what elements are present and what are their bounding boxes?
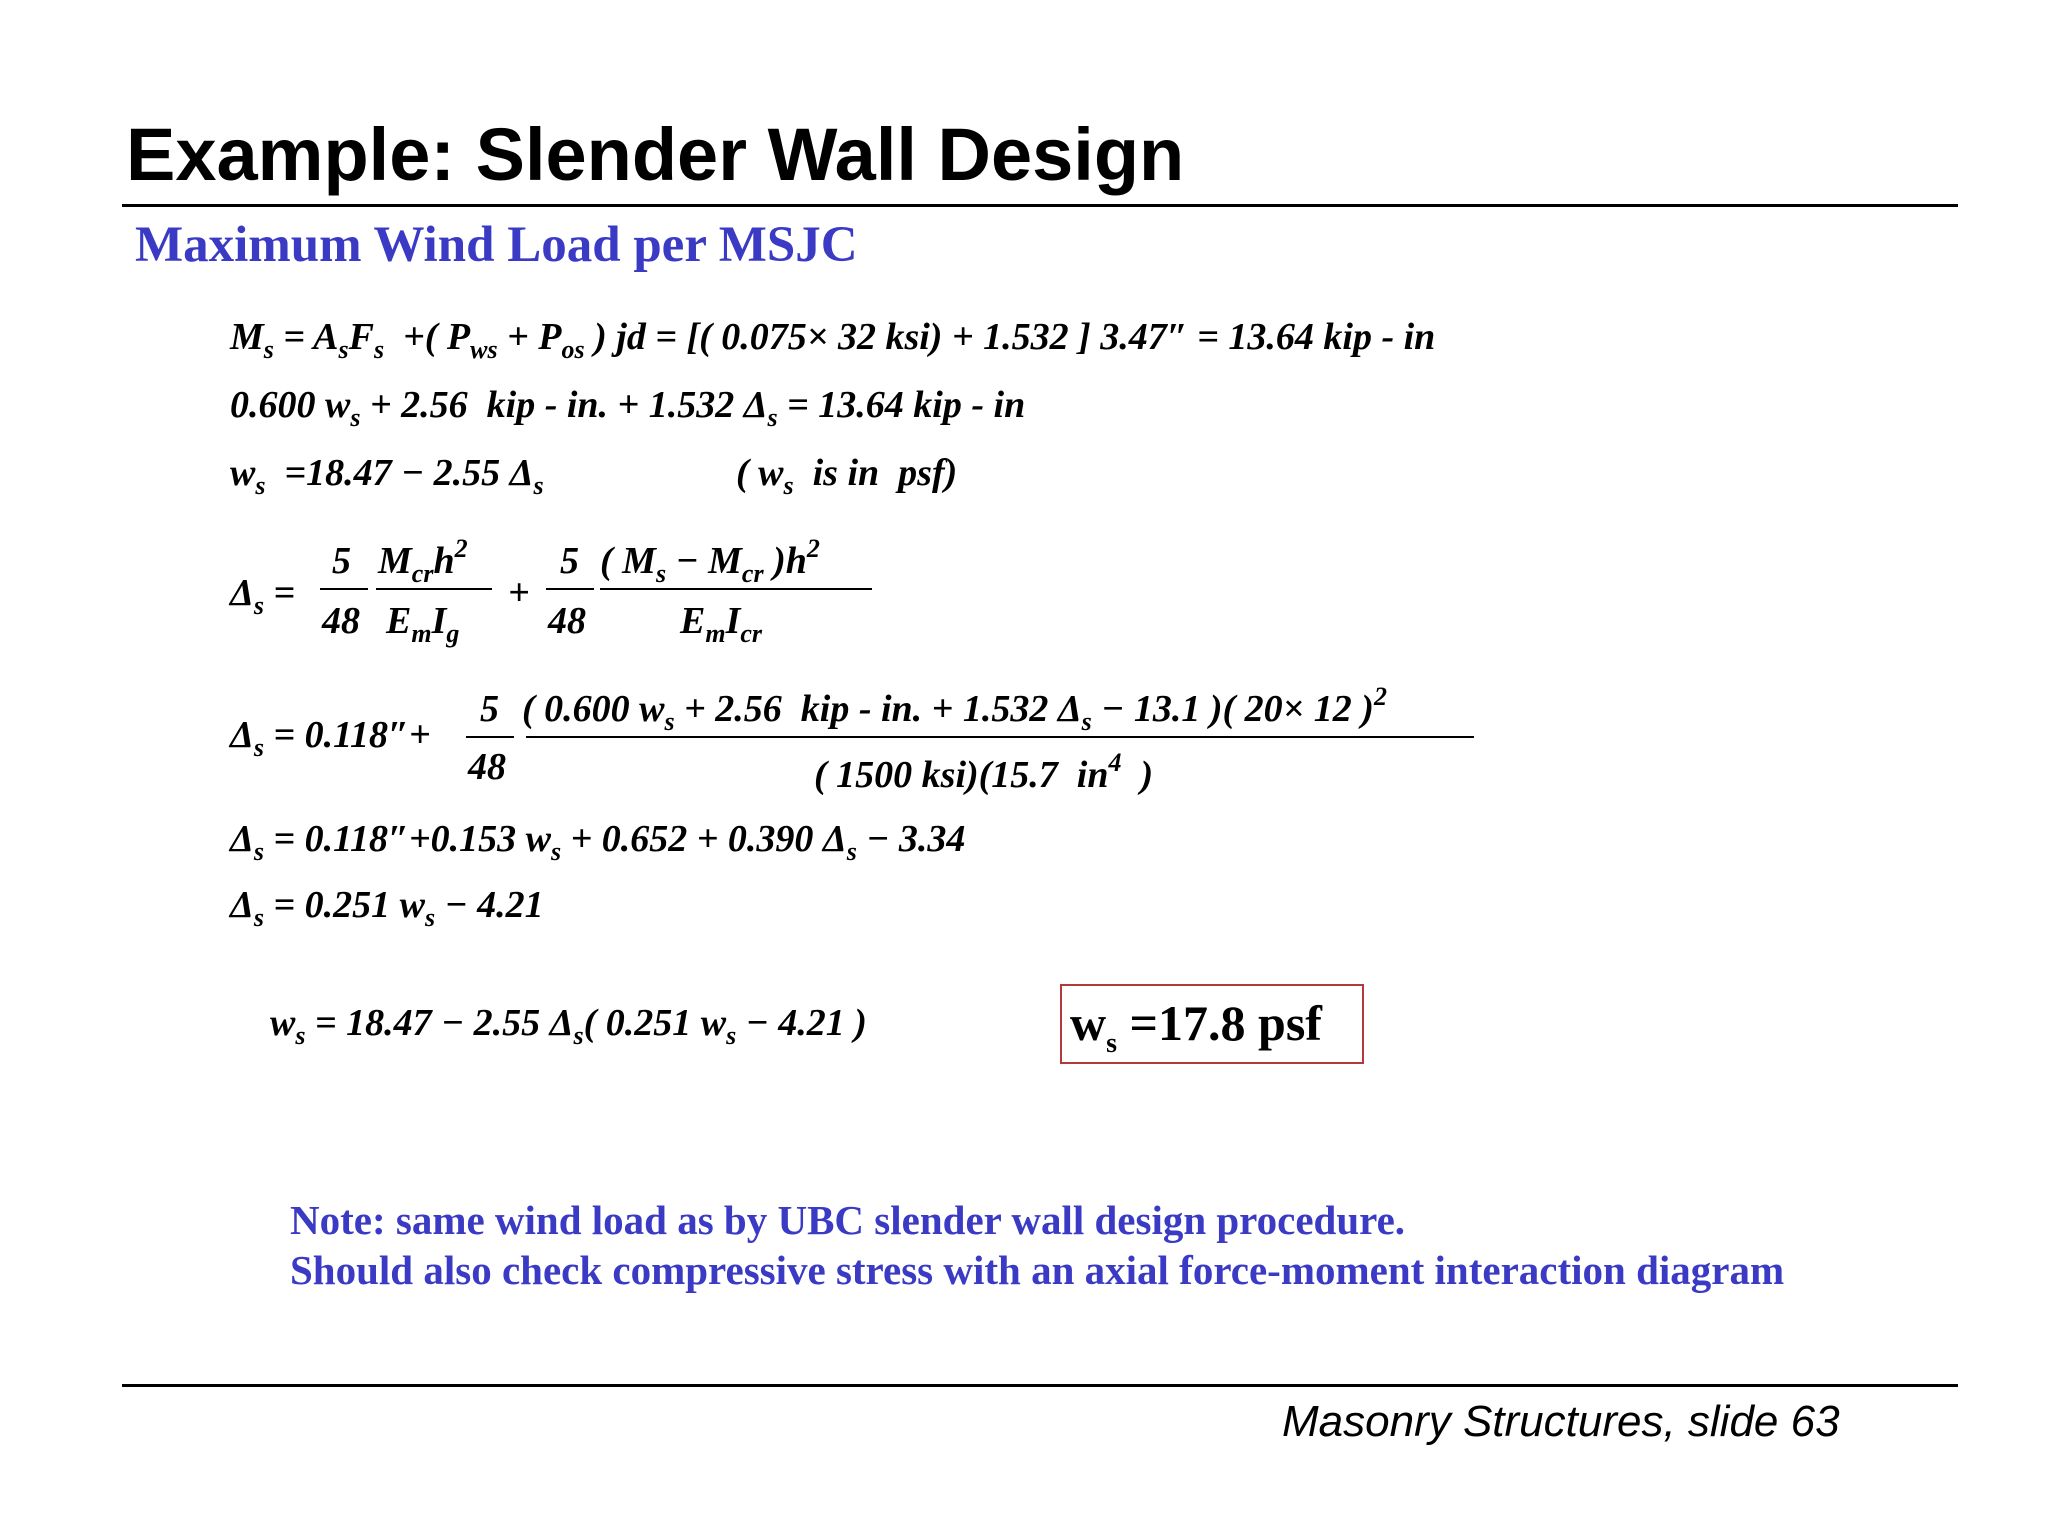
slide: Example: Slender Wall Design Maximum Wind Load per MSJC $M_s = A_sF_s$ +( $P_{ws} + P_{os}$ ) jd = [( 0.075× 32 ksi) + 1.532 ] 3.47″ = 13.64 kip - in 0.600 $w_s + 2.56$ kip - in. + 1.532 $\Delta_s = 13.64$ kip - in $w_s =18.47 - 2.55$ $\Delta_s$ ( $w_s$ is in psf) $\Delta_s$ = 5 48 $M_{cr}h^2$ $E_mI_g$ + 5 48 ( $M_s - M_{cr}$ )$h^2$ $E_mI_{cr}$ $\Delta_s = 0.118''+$ 5 48 ( 0.600 $w_s + 2.56$ kip - in. + 1.532 $\Delta_s - 13.1$ )( 20× 12 )$^2$ ( 1500 ksi)(15.7 $in^4$ ) $\Delta_s = 0.118''+0.153$ $w_s + 0.652 + 0.390$ $\Delta_s - 3.34$ $\Delta_s = 0.251$ $w_s - 4.21$ $w_s = 18.47 - 2.55$ $\Delta_s$( 0.251 $w_s - 4.21$ ) $w_s =17.8$ psf Note: same wind load as by UBC slender wall design procedure. Should also check compressive stress with an axial force-moment interaction diagram Masonry Structures, slide 63 (0, 0, 2048, 1536)
equation-moment-balance: 0.600 $w_s + 2.56$ kip - in. + 1.532 $\Delta_s = 13.64$ kip - in (230, 384, 1026, 432)
slide-footer: Masonry Structures, slide 63 (1282, 1397, 1840, 1446)
equation-wind-load-substituted: $w_s = 18.47 - 2.55$ $\Delta_s$( 0.251 $w_s - 4.21$ ) (270, 1002, 867, 1050)
equation-moment-capacity (230, 316, 1436, 364)
note-line-1: Note: same wind load as by UBC slender wall design procedure. (290, 1197, 1406, 1243)
title-divider (122, 204, 1958, 207)
slide-title: Example: Slender Wall Design (126, 113, 1185, 196)
equation-wind-load: $w_s =18.47 - 2.55$ $\Delta_s$ (230, 452, 544, 500)
footer-divider (122, 1384, 1958, 1387)
equation-text: $M_s = A_sF_s$ +( $P_{ws} + P_{os}$ ) jd = [( 0.075× 32 ksi) + 1.532 ] 3.47″ = 13.64 kip - in (230, 316, 1436, 364)
equation-deflection-expanded: $\Delta_s = 0.118''+0.153$ $w_s + 0.652 + 0.390$ $\Delta_s - 3.34$ (230, 818, 966, 866)
slide-subtitle: Maximum Wind Load per MSJC (135, 217, 858, 273)
equation-wind-load-units-note: ( $w_s$ is in psf) (736, 452, 958, 500)
result-value: $w_s =17.8$ psf (1070, 995, 1322, 1059)
equation-deflection-solved: $\Delta_s = 0.251$ $w_s - 4.21$ (230, 884, 544, 932)
note-line-2: Should also check compressive stress with an axial force-moment interaction diagram (290, 1247, 1785, 1293)
